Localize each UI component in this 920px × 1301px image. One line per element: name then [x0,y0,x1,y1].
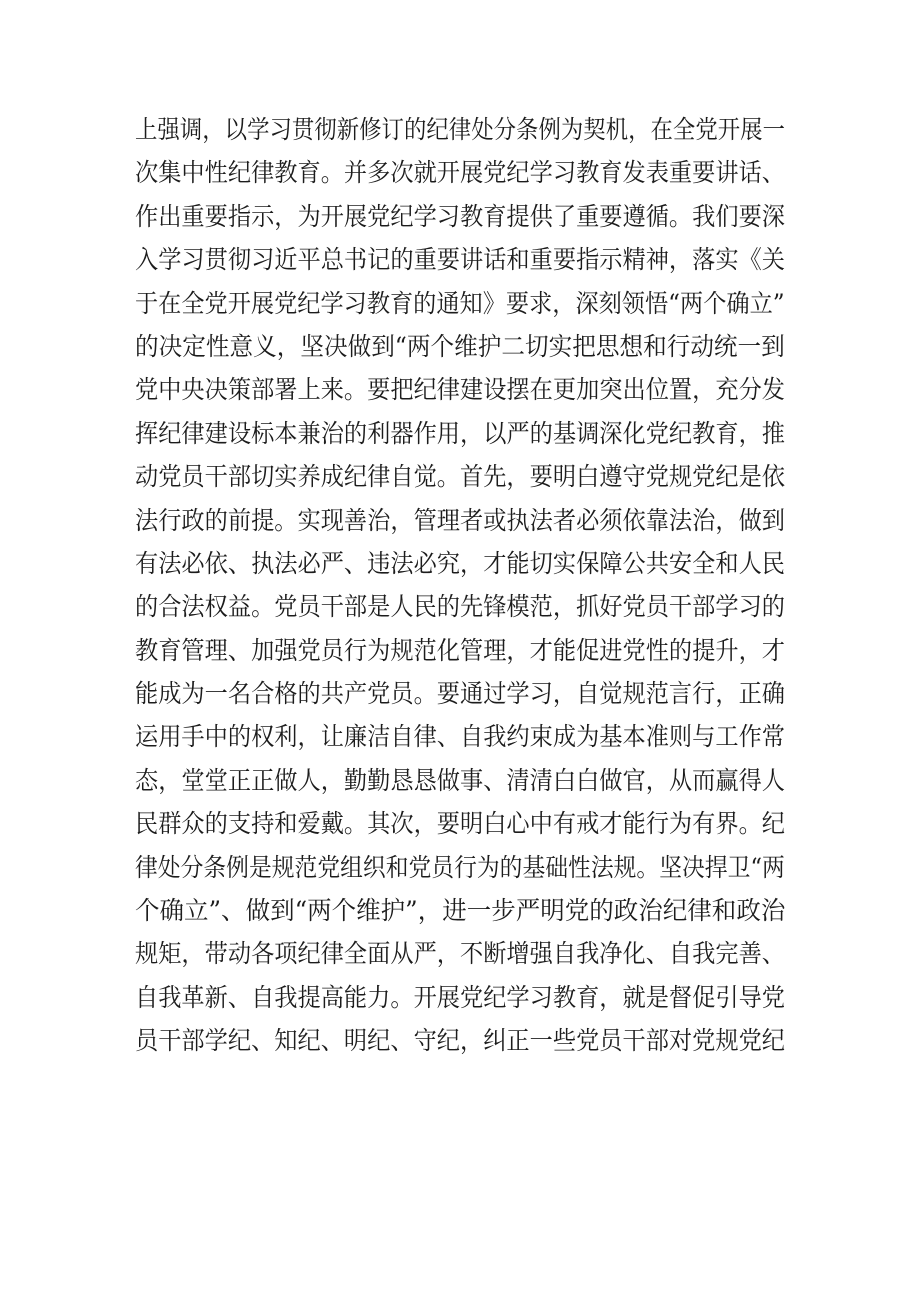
text-line: 法行政的前提。实现善治，管理者或执法者必须依靠法治，做到 [135,505,786,535]
text-line: 民群众的支持和爱戴。其次，要明白心中有戒才能行为有界。纪 [135,809,786,839]
text-line: 的决定性意义，坚决做到“两个维护二切实把思想和行动统一到 [135,331,785,361]
text-line: 次集中性纪律教育。并多次就开展党纪学习教育发表重要讲话、 [135,158,786,188]
text-line: 自我革新、自我提高能力。开展党纪学习教育，就是督促引导党 [135,982,786,1012]
text-line: 动党员干部切实养成纪律自觉。首先，要明白遵守党规党纪是依 [135,462,786,492]
text-line: 党中央决策部署上来。要把纪律建设摆在更加突出位置，充分发 [135,375,786,405]
text-line: 上强调，以学习贯彻新修订的纪律处分条例为契机，在全党开展一 [135,115,786,144]
text-line: 能成为一名合格的共产党员。要通过学习，自觉规范言行，正确 [135,679,786,709]
text-line: 态，堂堂正正做人，勤勤恳恳做事、清清白白做官，从而赢得人 [135,765,786,795]
text-line: 教育管理、加强党员行为规范化管理，才能促进党性的提升，才 [135,635,786,665]
text-line: 运用手中的权利，让廉洁自律、自我约束成为基本准则与工作常 [135,722,786,752]
text-line: 有法必依、执法必严、违法必究，才能切实保障公共安全和人民 [135,548,786,578]
body-text [135,108,795,1063]
text-line: 于在全党开展党纪学习教育的通知》要求，深刻领悟“两个确立” [135,288,785,318]
text-line: 规矩，带动各项纪律全面从严，不断增强自我净化、自我完善、 [135,939,786,969]
text-line: 员干部学纪、知纪、明纪、守纪，纠正一些党员干部对党规党纪 [135,1026,786,1056]
text-line: 的合法权益。党员干部是人民的先锋模范，抓好党员干部学习的 [135,592,786,622]
text-line: 入学习贯彻习近平总书记的重要讲话和重要指示精神，落实《关 [135,245,786,275]
text-line: 挥纪律建设标本兼治的利器作用，以严的基调深化党纪教育，推 [135,418,786,448]
text-line: 作出重要指示，为开展党纪学习教育提供了重要遵循。我们要深 [135,201,786,231]
text-line: 律处分条例是规范党组织和党员行为的基础性法规。坚决捍卫“两 [135,852,785,882]
text-line: 个确立”、做到“两个维护”，进一步严明党的政治纪律和政治 [135,896,786,926]
